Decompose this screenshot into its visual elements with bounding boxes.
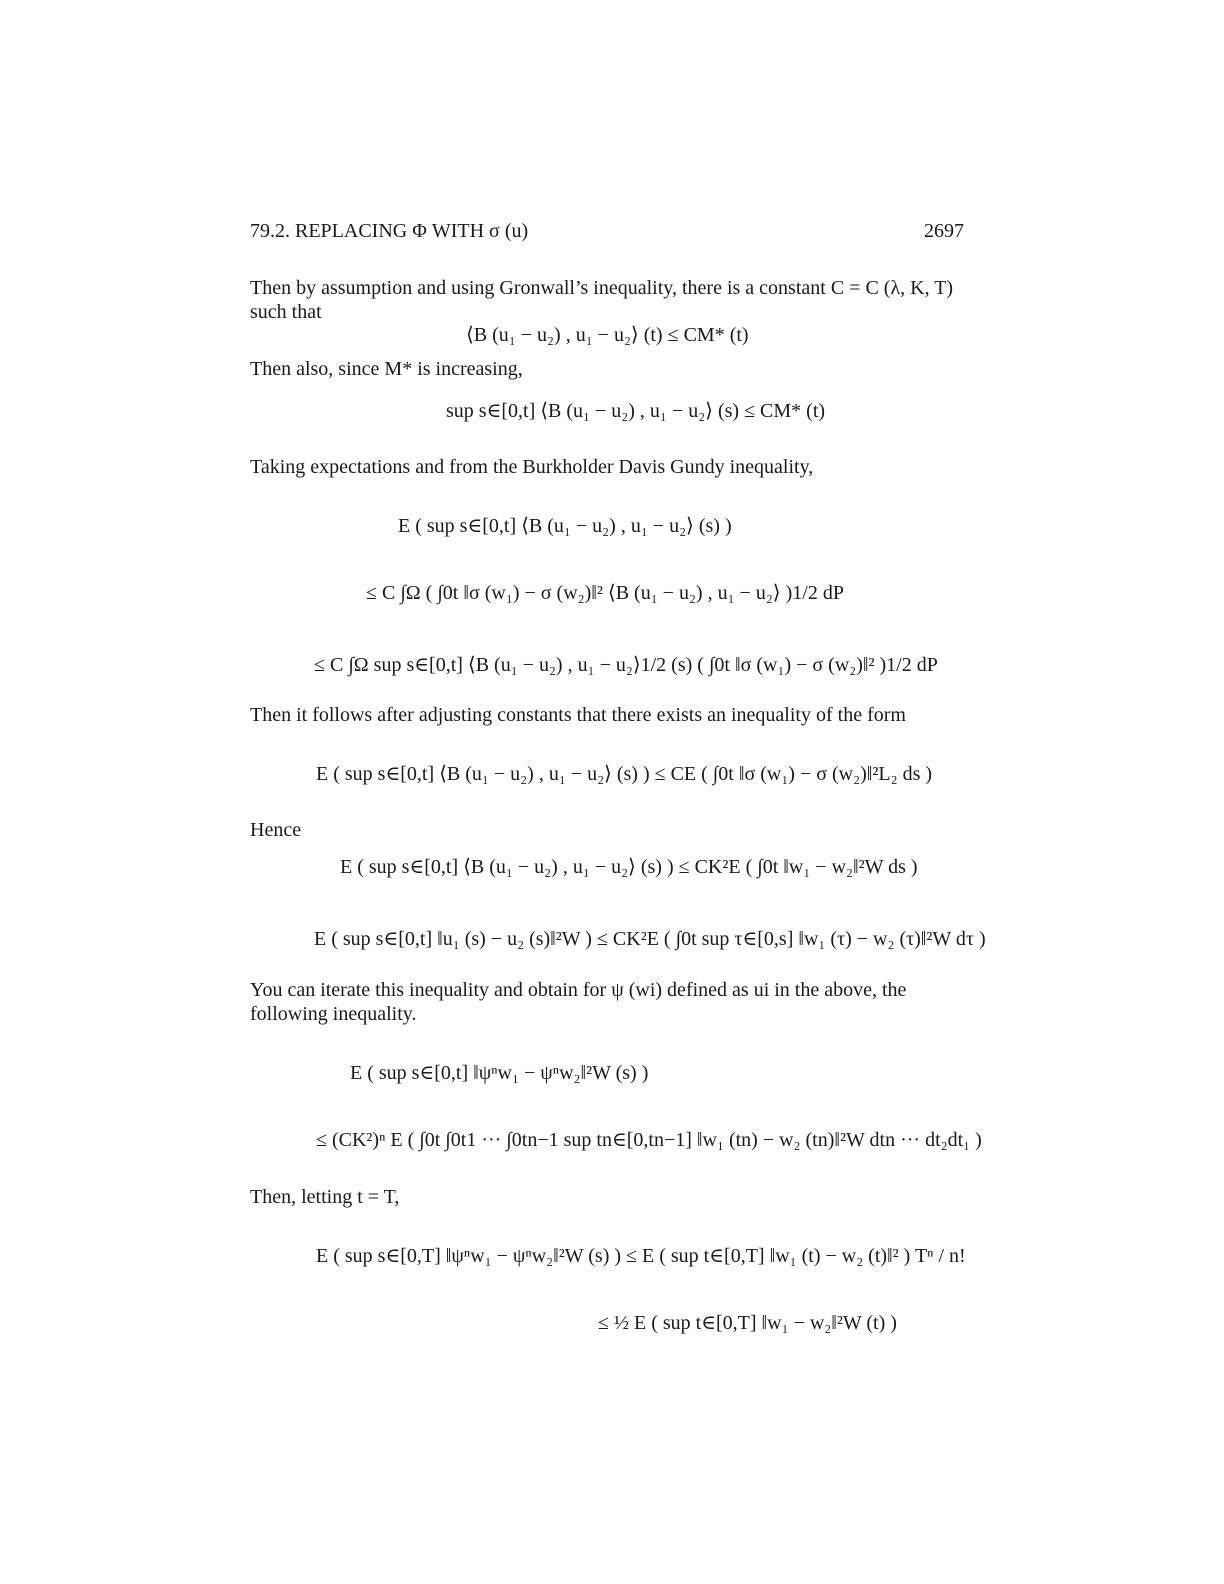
equation-5: E ( sup s∈[0,t] ⟨B (u₁ − u₂) , u₁ − u₂⟩ (s) ) ≤ CK²E ( ∫0t ‖w₁ − w₂‖²W ds ) <box>340 856 918 878</box>
section-title: 79.2. REPLACING Φ WITH σ (u) <box>250 220 529 242</box>
equation-8-line-1: E ( sup s∈[0,T] ‖ψⁿw₁ − ψⁿw₂‖²W (s) ) ≤ E ( sup t∈[0,T] ‖w₁ (t) − w₂ (t)‖² ) Tⁿ / n! <box>316 1245 966 1267</box>
paragraph-5: Hence <box>250 819 302 841</box>
paragraph-2: Then also, since M* is increasing, <box>250 358 523 380</box>
equation-3-line-2: ≤ C ∫Ω ( ∫0t ‖σ (w₁) − σ (w₂)‖² ⟨B (u₁ − u₂) , u₁ − u₂⟩ )1/2 dP <box>366 582 844 604</box>
paragraph-1: Then by assumption and using Gronwall’s inequality, there is a constant C = C (λ, K, T) such that <box>250 277 954 323</box>
paragraph-3: Taking expectations and from the Burkholder Davis Gundy inequality, <box>250 456 814 478</box>
paragraph-7: Then, letting t = T, <box>250 1186 400 1208</box>
page-number: 2697 <box>924 220 964 242</box>
paragraph-4: Then it follows after adjusting constants that there exists an inequality of the form <box>250 704 906 726</box>
equation-8-line-2: ≤ ½ E ( sup t∈[0,T] ‖w₁ − w₂‖²W (t) ) <box>598 1312 897 1334</box>
equation-4: E ( sup s∈[0,t] ⟨B (u₁ − u₂) , u₁ − u₂⟩ (s) ) ≤ CE ( ∫0t ‖σ (w₁) − σ (w₂)‖²L₂ ds ) <box>316 763 933 785</box>
equation-1: ⟨B (u₁ − u₂) , u₁ − u₂⟩ (t) ≤ CM* (t) <box>466 324 749 346</box>
equation-2: sup s∈[0,t] ⟨B (u₁ − u₂) , u₁ − u₂⟩ (s) ≤ CM* (t) <box>446 400 826 422</box>
paragraph-6: You can iterate this inequality and obtain for ψ (wi) defined as ui in the above, the following inequality. <box>250 979 907 1025</box>
equation-6: E ( sup s∈[0,t] ‖u₁ (s) − u₂ (s)‖²W ) ≤ CK²E ( ∫0t sup τ∈[0,s] ‖w₁ (τ) − w₂ (τ)‖²W dτ ) <box>314 928 986 950</box>
equation-7-line-1: E ( sup s∈[0,t] ‖ψⁿw₁ − ψⁿw₂‖²W (s) ) <box>350 1062 649 1084</box>
equation-7-line-2: ≤ (CK²)ⁿ E ( ∫0t ∫0t1 ··· ∫0tn−1 sup tn∈[0,tn−1] ‖w₁ (tn) − w₂ (tn)‖²W dtn ··· dt₂dt₁ ) <box>316 1129 982 1151</box>
equation-3-line-3: ≤ C ∫Ω sup s∈[0,t] ⟨B (u₁ − u₂) , u₁ − u₂⟩1/2 (s) ( ∫0t ‖σ (w₁) − σ (w₂)‖² )1/2 dP <box>314 654 938 676</box>
equation-3-line-1: E ( sup s∈[0,t] ⟨B (u₁ − u₂) , u₁ − u₂⟩ (s) ) <box>398 515 732 537</box>
